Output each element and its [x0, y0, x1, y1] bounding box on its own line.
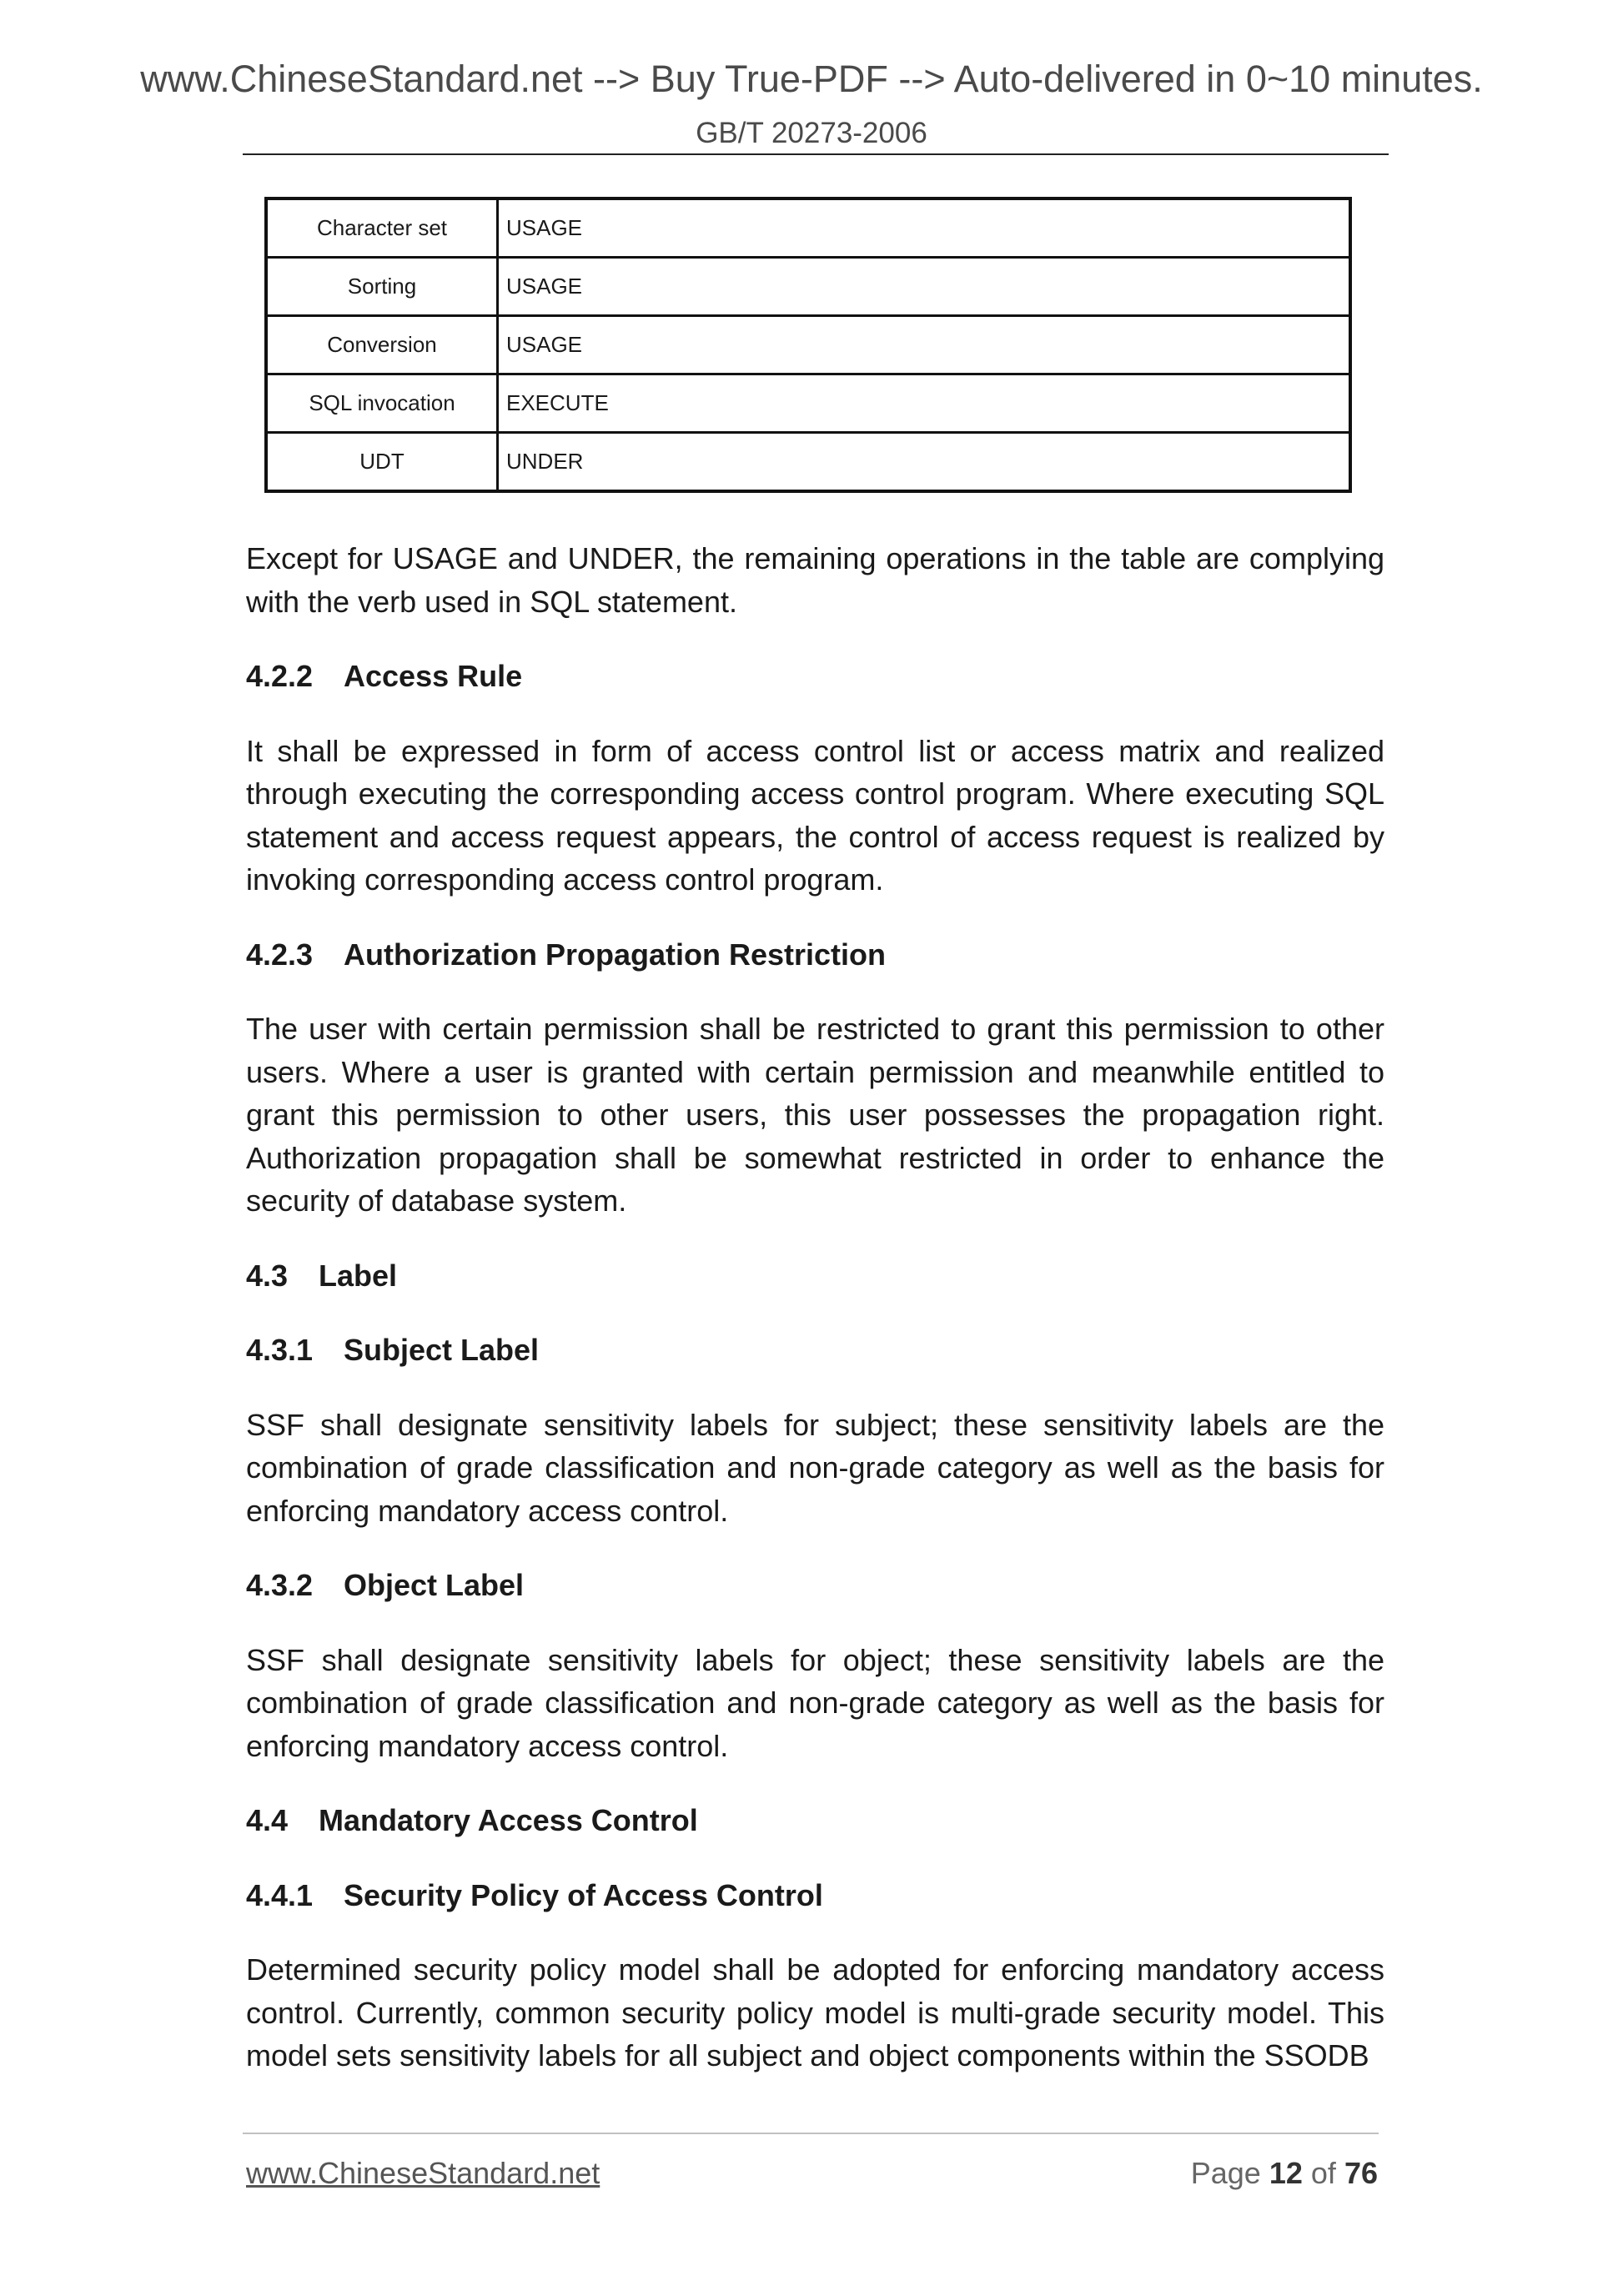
object-cell: Conversion — [266, 316, 498, 374]
table-row — [266, 316, 1350, 374]
security-policy-paragraph: Determined security policy model shall be adopted for enforcing mandatory access control. Currently, common security policy model is multi-grade security model. This model sets sensitivity labels for all subject and object components within the SSODB — [246, 1952, 1384, 2072]
section-number: 4.2.2 — [246, 659, 314, 693]
header-banner: www.ChineseStandard.net --> Buy True-PDF --> Auto-delivered in 0~10 minutes. — [140, 58, 1483, 100]
section-heading-4-4 — [246, 1799, 1384, 1842]
operation-cell: USAGE — [498, 198, 1351, 258]
section-title: Object Label — [344, 1568, 525, 1602]
section-number: 4.3.2 — [246, 1568, 314, 1602]
access-rule-paragraph: It shall be expressed in form of access control list or access matrix and realized through executing the corresponding access control program. Where executing SQL statement and access request appears, the control of access request is realized by invoking corresponding access control program. — [246, 733, 1384, 897]
operation-cell: USAGE — [498, 316, 1351, 374]
section-title: Subject Label — [344, 1333, 540, 1367]
footer-divider — [243, 2133, 1379, 2134]
footer-website-link[interactable]: www.ChineseStandard.net — [246, 2156, 600, 2190]
page-number — [1191, 2156, 1378, 2191]
object-cell: SQL invocation — [266, 374, 498, 433]
table-row — [266, 374, 1350, 433]
page-current: 12 — [1269, 2156, 1303, 2190]
section-title: Access Rule — [344, 659, 523, 693]
table-row — [266, 433, 1350, 492]
section-heading-4-2-2 — [246, 655, 1384, 698]
page-of: of — [1310, 2156, 1336, 2190]
privilege-table — [264, 197, 1352, 493]
operation-cell: USAGE — [498, 258, 1351, 316]
section-heading-4-3-1 — [246, 1329, 1384, 1372]
section-title: Security Policy of Access Control — [344, 1877, 823, 1912]
table-row — [266, 198, 1350, 258]
page-prefix: Page — [1190, 2156, 1261, 2190]
object-cell: Character set — [266, 198, 498, 258]
section-title: Authorization Propagation Restriction — [344, 937, 887, 972]
table-row — [266, 258, 1350, 316]
section-number: 4.4 — [246, 1803, 289, 1837]
section-number: 4.3.1 — [246, 1333, 314, 1367]
operation-cell: UNDER — [498, 433, 1351, 492]
document-body — [246, 537, 1384, 2109]
table-note-paragraph: Except for USAGE and UNDER, the remaining operations in the table are complying with the verb used in SQL statement. — [246, 541, 1384, 619]
object-label-paragraph: SSF shall designate sensitivity labels for object; these sensitivity labels are the combination of grade classification and non-grade category as well as the basis for enforcing mandatory access control. — [246, 1642, 1384, 1763]
operation-cell: EXECUTE — [498, 374, 1351, 433]
section-number: 4.2.3 — [246, 937, 314, 972]
section-heading-4-3 — [246, 1254, 1384, 1298]
page-total: 76 — [1344, 2156, 1378, 2190]
section-heading-4-4-1 — [246, 1874, 1384, 1917]
section-title: Label — [319, 1258, 398, 1293]
header-divider — [243, 153, 1389, 155]
object-cell: Sorting — [266, 258, 498, 316]
propagation-paragraph: The user with certain permission shall be restricted to grant this permission to other users. Where a user is granted with certain permission and meanwhile entitled to grant this permission to other users, this user possesses the propagation right. Authorization propagation shall be somewhat restricted in order to enhance the security of database system. — [246, 1012, 1384, 1218]
standard-code: GB/T 20273-2006 — [696, 117, 927, 149]
section-heading-4-2-3 — [246, 933, 1384, 977]
section-heading-4-3-2 — [246, 1564, 1384, 1607]
section-number: 4.4.1 — [246, 1877, 314, 1912]
section-title: Mandatory Access Control — [319, 1803, 698, 1837]
subject-label-paragraph: SSF shall designate sensitivity labels for subject; these sensitivity labels are the combination of grade classification and non-grade category as well as the basis for enforcing mandatory access control. — [246, 1407, 1384, 1528]
section-number: 4.3 — [246, 1258, 289, 1293]
object-cell: UDT — [266, 433, 498, 492]
